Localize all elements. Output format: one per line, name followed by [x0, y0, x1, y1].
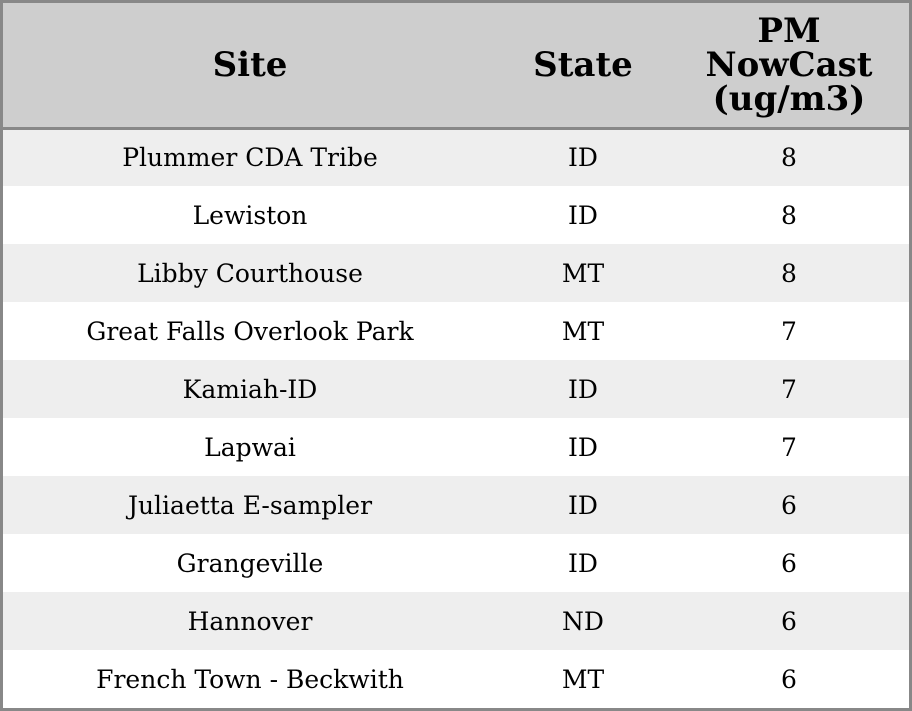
- table-row: [3, 418, 909, 476]
- pm-value-cell: 7: [781, 374, 797, 404]
- pm-value-cell: 7: [781, 432, 797, 462]
- site-cell: French Town - Beckwith: [96, 664, 404, 694]
- table-row: [3, 360, 909, 418]
- state-cell: ID: [568, 374, 598, 404]
- state-cell: ID: [568, 143, 598, 173]
- site-cell: Great Falls Overlook Park: [86, 316, 414, 346]
- site-cell: Grangeville: [176, 548, 324, 578]
- site-cell: Hannover: [187, 606, 313, 636]
- site-cell: Libby Courthouse: [137, 258, 363, 288]
- column-header-pm-nowcast: [669, 3, 909, 128]
- table-row: [3, 302, 909, 360]
- pm-value-cell: 8: [781, 200, 797, 230]
- pm-value-cell: 8: [781, 258, 797, 288]
- table-row: [3, 186, 909, 244]
- site-cell: Juliaetta E-sampler: [127, 490, 373, 520]
- pm-value-cell: 6: [781, 548, 797, 578]
- state-cell: ID: [568, 490, 598, 520]
- header-row: [3, 3, 909, 128]
- state-cell: MT: [561, 664, 605, 694]
- state-cell: ID: [568, 548, 598, 578]
- pm-value-cell: 7: [781, 316, 797, 346]
- table-row: [3, 592, 909, 650]
- table-row: [3, 128, 909, 186]
- pm-value-cell: 6: [781, 606, 797, 636]
- column-header-pm-line-3: (ug/m3): [712, 78, 866, 119]
- pm-value-cell: 6: [781, 664, 797, 694]
- column-header-pm-line-1: PM: [757, 10, 821, 51]
- table-row: [3, 650, 909, 708]
- table-row: [3, 244, 909, 302]
- state-cell: MT: [561, 316, 605, 346]
- pm-value-cell: 6: [781, 490, 797, 520]
- table-row: [3, 534, 909, 592]
- state-cell: ND: [562, 606, 604, 636]
- column-header-site: Site: [3, 3, 497, 128]
- site-cell: Plummer CDA Tribe: [122, 143, 378, 173]
- state-cell: MT: [561, 258, 605, 288]
- state-cell: ID: [568, 200, 598, 230]
- pm-value-cell: 8: [781, 143, 797, 173]
- column-header-state: State: [497, 3, 669, 128]
- pm-nowcast-table: [3, 3, 909, 708]
- table-row: [3, 476, 909, 534]
- state-cell: ID: [568, 432, 598, 462]
- column-header-pm-line-2: NowCast: [705, 44, 873, 85]
- site-cell: Lewiston: [192, 200, 308, 230]
- site-cell: Lapwai: [204, 432, 296, 462]
- site-cell: Kamiah-ID: [182, 374, 318, 404]
